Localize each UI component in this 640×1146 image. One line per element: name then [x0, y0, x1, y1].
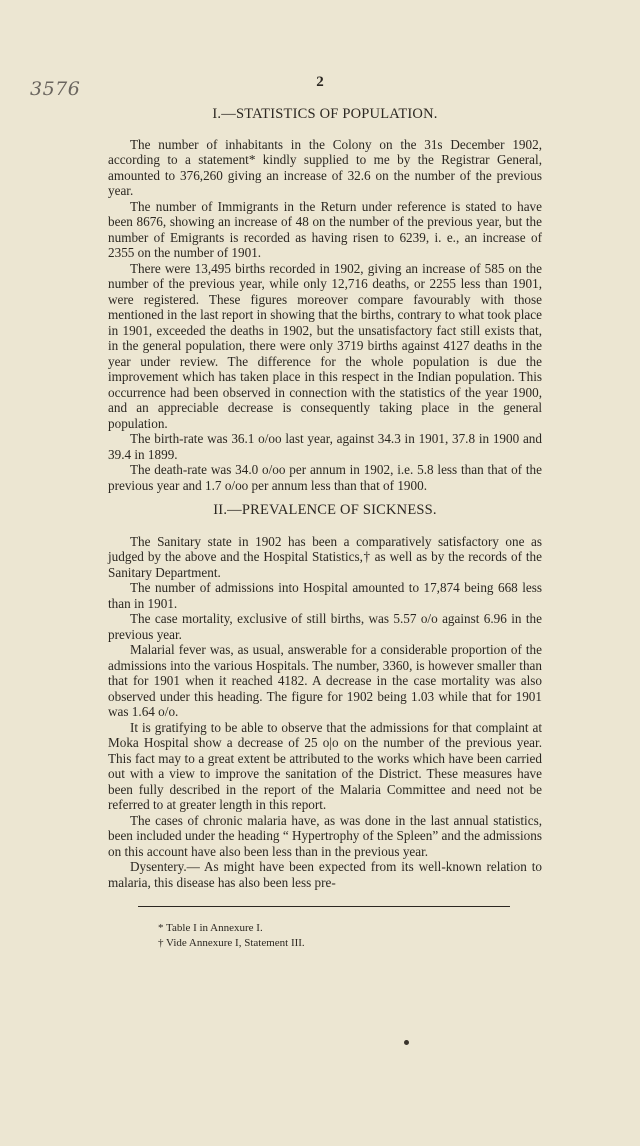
document-body	[108, 101, 640, 951]
paragraph: The death-rate was 34.0 o/oo per annum in 1902, i.e. 5.8 less than that of the previous year and 1.7 o/oo per annum less than that of 1900.	[108, 462, 542, 493]
ink-speck	[404, 1040, 409, 1045]
paragraph: Malarial fever was, as usual, answerable for a considerable proportion of the admissions into the various Hospitals. The number, 3360, is however smaller than that for 1901 when it reached 4182. A decrease in the case mortality was also observed under this heading. The figure for 1902 being 1.03 while that for 1901 was 1.64 o/o.	[108, 642, 542, 719]
section-heading-sickness: II.—PREVALENCE OF SICKNESS.	[213, 502, 437, 518]
main-text	[108, 107, 542, 951]
paragraph: The Sanitary state in 1902 has been a comparatively satisfactory one as judged by the above and the Hospital Statistics,† as well as by the records of the Sanitary Department.	[108, 533, 542, 580]
handwritten-note: 3576	[30, 78, 81, 100]
paragraph: Dysentery.— As might have been expected from its well-known relation to malaria, this disease has also been less pre-	[108, 859, 542, 890]
page-number: 2	[316, 74, 324, 90]
paragraph: The number of inhabitants in the Colony on the 31s December 1902, according to a statement* kindly supplied to me by the Registrar General, amounted to 376,260 giving an increase of 32.6 on the number of the previous year.	[108, 136, 542, 198]
paragraph: It is gratifying to be able to observe that the admissions for that complaint at Moka Hospital show a decrease of 25 o|o on the number of the previous year. This fact may to a great extent be attributed to the works which have been carried out with a view to improve the sanitation of the District. These measures have been fully described in the report of the Malaria Committee and need not be referred to at greater length in this report.	[108, 719, 542, 812]
paragraph: The number of Immigrants in the Return under reference is stated to have been 8676, showing an increase of 48 on the number of the previous year, but the number of Emigrants is recorded as having risen to 6239, i. e., an increase of 2355 on the number of 1901.	[108, 198, 542, 260]
footnote-divider	[138, 906, 510, 907]
footnote: * Table I in Annexure I.	[158, 922, 263, 934]
paragraph: The cases of chronic malaria have, as was done in the last annual statistics, been included under the heading “ Hypertrophy of the Spleen” and the admissions on this account have also been less than in the previous year.	[108, 812, 542, 859]
paragraph: The number of admissions into Hospital amounted to 17,874 being 668 less than in 1901.	[108, 580, 542, 611]
footnote: † Vide Annexure I, Statement III.	[158, 937, 305, 949]
paragraph: There were 13,495 births recorded in 1902, giving an increase of 585 on the number of the previous year, while only 12,716 deaths, or 2255 less than 1901, were registered. These figures moreover compare favourably with those mentioned in the last report in showing that the births, contrary to what took place in 1901, exceeded the deaths in 1902, but the unsatisfactory fact still exists that, in the general population, there were only 3719 births against 4127 deaths in the year under review. The difference for the whole population is due the improvement which has taken place in this respect in the Indian population. This occurrence had been observed in connection with the statistics of the year 1900, and an appreciable decrease is consequently taking place in the general population.	[108, 260, 542, 431]
paragraph: The case mortality, exclusive of still births, was 5.57 o/o against 6.96 in the previous year.	[108, 611, 542, 642]
footnotes	[108, 921, 542, 951]
section-heading-population: I.—STATISTICS OF POPULATION.	[212, 106, 438, 122]
paragraph: The birth-rate was 36.1 o/oo last year, against 34.3 in 1901, 37.8 in 1900 and 39.4 in 1899.	[108, 431, 542, 462]
